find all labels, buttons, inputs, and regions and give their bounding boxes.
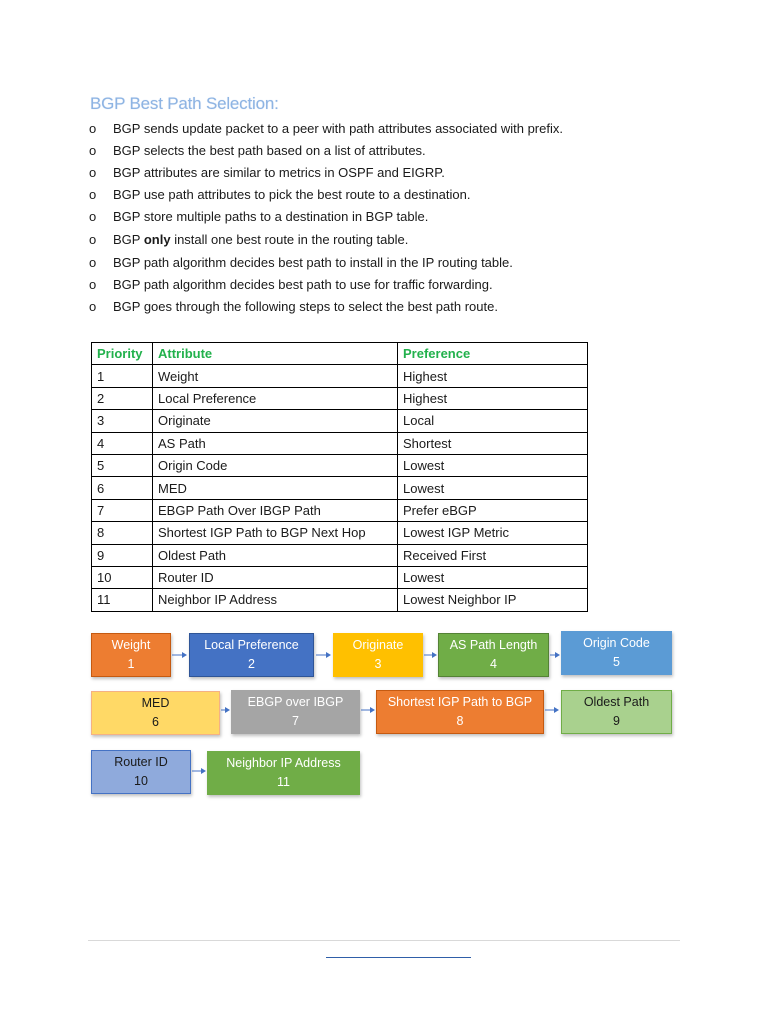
table-cell: Oldest Path xyxy=(153,544,398,566)
flow-step-number: 5 xyxy=(613,655,620,669)
arrow-right-icon xyxy=(192,766,207,776)
bullet-marker: o xyxy=(89,121,97,136)
bullet-text: BGP use path attributes to pick the best route to a destination. xyxy=(113,187,471,202)
table-cell: 8 xyxy=(92,522,153,544)
table-cell: Received First xyxy=(398,544,588,566)
footer-link-underline[interactable] xyxy=(326,957,471,958)
flow-step-label: Local Preference xyxy=(204,638,299,652)
arrow-right-icon xyxy=(545,705,560,715)
arrow-right-icon xyxy=(172,650,188,660)
table-cell: 4 xyxy=(92,432,153,454)
table-cell: Lowest Neighbor IP xyxy=(398,589,588,611)
arrow-right-icon xyxy=(221,705,231,715)
bullet-marker: o xyxy=(89,143,97,158)
flow-step-label: Shortest IGP Path to BGP xyxy=(387,695,533,709)
flow-step-number: 8 xyxy=(456,714,464,728)
flow-step-label: Oldest Path xyxy=(583,695,650,709)
bullet-marker: o xyxy=(89,165,97,180)
table-row xyxy=(92,477,588,499)
table-cell: Originate xyxy=(153,410,398,432)
column-header: Priority xyxy=(92,343,153,365)
table-cell: Highest xyxy=(398,387,588,409)
bullet-marker: o xyxy=(89,299,97,314)
flow-step-router-id xyxy=(91,750,191,794)
table-cell: Router ID xyxy=(153,566,398,588)
table-cell: Lowest xyxy=(398,566,588,588)
table-cell: Weight xyxy=(153,365,398,387)
table-cell: 2 xyxy=(92,387,153,409)
table-cell: 11 xyxy=(92,589,153,611)
flow-step-number: 4 xyxy=(490,657,497,671)
flow-step-oldest-path xyxy=(561,690,672,734)
table-cell: EBGP Path Over IBGP Path xyxy=(153,499,398,521)
flow-step-label: Originate xyxy=(352,638,404,652)
flow-step-ebgp-over-ibgp xyxy=(231,690,360,734)
table-row xyxy=(92,387,588,409)
table-cell: Local xyxy=(398,410,588,432)
bullet-marker: o xyxy=(89,277,97,292)
flow-step-label: Origin Code xyxy=(583,636,650,650)
flow-step-label: MED xyxy=(141,696,170,710)
bullet-marker: o xyxy=(89,232,97,247)
flow-step-number: 1 xyxy=(127,657,135,671)
flow-step-label: Weight xyxy=(111,638,151,652)
table-row xyxy=(92,365,588,387)
bullet-text: BGP attributes are similar to metrics in OSPF and EIGRP. xyxy=(113,165,445,180)
column-header: Preference xyxy=(398,343,588,365)
table-cell: Lowest xyxy=(398,454,588,476)
flow-step-number: 10 xyxy=(134,774,148,788)
table-cell: 3 xyxy=(92,410,153,432)
table-cell: Origin Code xyxy=(153,454,398,476)
arrow-right-icon xyxy=(424,650,438,660)
arrow-right-icon xyxy=(316,650,332,660)
flow-step-label: AS Path Length xyxy=(449,638,538,652)
flow-step-originate xyxy=(333,633,423,677)
attribute-table xyxy=(91,342,588,612)
column-header: Attribute xyxy=(153,343,398,365)
arrow-right-icon xyxy=(361,705,376,715)
bullet-text: BGP only install one best route in the routing table. xyxy=(113,232,409,247)
table-cell: MED xyxy=(153,477,398,499)
bullet-text: BGP sends update packet to a peer with path attributes associated with prefix. xyxy=(113,121,563,136)
bullet-text: BGP path algorithm decides best path to install in the IP routing table. xyxy=(113,255,513,270)
table-cell: Local Preference xyxy=(153,387,398,409)
flow-step-as-path-length xyxy=(438,633,549,677)
bullet-marker: o xyxy=(89,187,97,202)
flow-step-weight xyxy=(91,633,171,677)
table-cell: Lowest IGP Metric xyxy=(398,522,588,544)
flow-step-med xyxy=(91,691,220,735)
table-row xyxy=(92,589,588,611)
table-cell: 1 xyxy=(92,365,153,387)
table-cell: Neighbor IP Address xyxy=(153,589,398,611)
table-cell: 9 xyxy=(92,544,153,566)
table-cell: Lowest xyxy=(398,477,588,499)
flow-step-label: Router ID xyxy=(114,755,168,769)
flow-step-shortest-igp-path xyxy=(376,690,544,734)
table-cell: 6 xyxy=(92,477,153,499)
bullet-text: BGP goes through the following steps to select the best path route. xyxy=(113,299,498,314)
table-cell: Shortest IGP Path to BGP Next Hop xyxy=(153,522,398,544)
table-row xyxy=(92,454,588,476)
table-row xyxy=(92,566,588,588)
bullet-marker: o xyxy=(89,255,97,270)
flow-step-number: 6 xyxy=(152,715,159,729)
flow-step-number: 11 xyxy=(277,775,290,789)
flow-step-label: Neighbor IP Address xyxy=(226,756,341,770)
table-row xyxy=(92,432,588,454)
table-row xyxy=(92,522,588,544)
flow-step-number: 3 xyxy=(374,657,382,671)
table-cell: Shortest xyxy=(398,432,588,454)
page-heading: BGP Best Path Selection: xyxy=(90,94,279,113)
table-cell: AS Path xyxy=(153,432,398,454)
bullet-text: BGP selects the best path based on a list of attributes. xyxy=(113,143,426,158)
bullet-text: BGP store multiple paths to a destination in BGP table. xyxy=(113,209,429,224)
table-cell: Prefer eBGP xyxy=(398,499,588,521)
flow-step-number: 7 xyxy=(292,714,299,728)
flow-step-local-preference xyxy=(189,633,314,677)
table-row xyxy=(92,499,588,521)
table-row xyxy=(92,410,588,432)
flow-step-origin-code xyxy=(561,631,672,675)
flow-step-number: 9 xyxy=(613,714,620,728)
arrow-right-icon xyxy=(550,650,561,660)
table-row xyxy=(92,544,588,566)
bullet-marker: o xyxy=(89,209,97,224)
table-cell: 10 xyxy=(92,566,153,588)
table-cell: 5 xyxy=(92,454,153,476)
footer-divider xyxy=(88,940,680,941)
flow-step-number: 2 xyxy=(248,657,255,671)
table-header-row xyxy=(92,343,588,365)
table-cell: 7 xyxy=(92,499,153,521)
bullet-text: BGP path algorithm decides best path to use for traffic forwarding. xyxy=(113,277,493,292)
flow-step-label: EBGP over IBGP xyxy=(247,695,344,709)
table-cell: Highest xyxy=(398,365,588,387)
flow-step-neighbor-ip-address xyxy=(207,751,360,795)
